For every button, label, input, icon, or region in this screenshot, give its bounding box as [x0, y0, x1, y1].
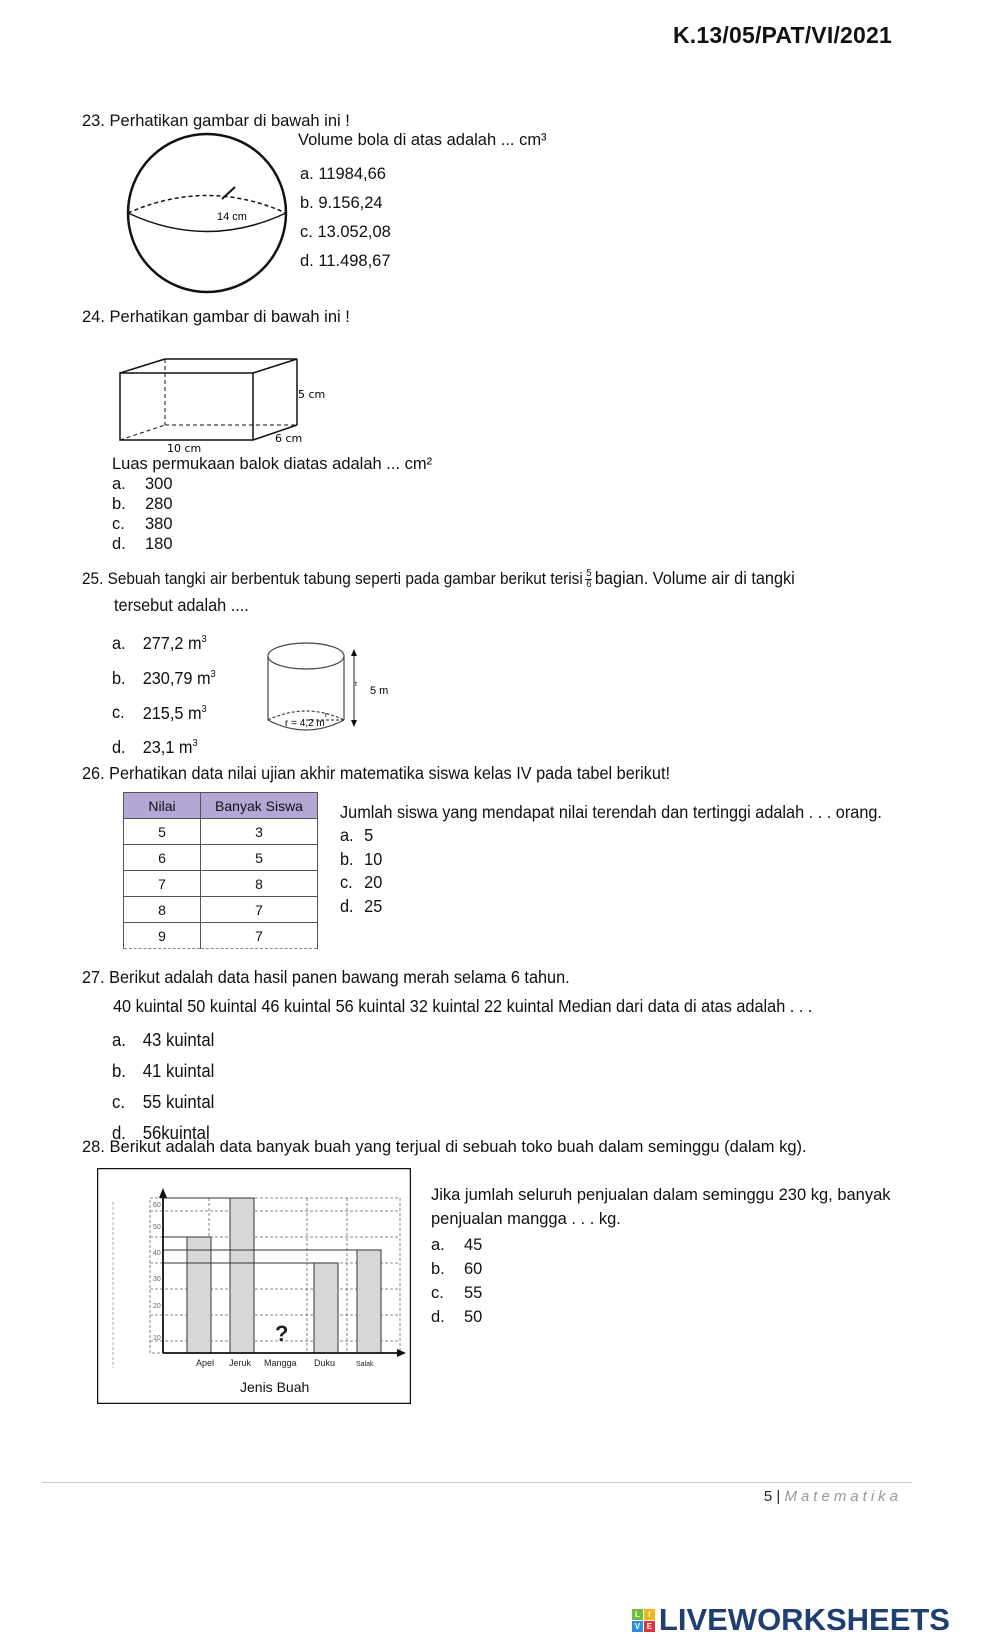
cylinder-height-label: 5 m — [370, 685, 389, 697]
q27-option-c[interactable]: c. 55 kuintal — [112, 1092, 215, 1112]
q28-option-c[interactable]: c. 55 — [431, 1284, 483, 1302]
table-row: 8 7 — [124, 897, 318, 923]
cuboid-length-label: 10 cm — [167, 442, 202, 455]
q25-option-b[interactable]: b. 230,79 $m^3$ — [112, 667, 216, 688]
q23-prompt: 23. Perhatikan gambar di bawah ini ! — [82, 112, 350, 130]
x-label-mangga: Mangga — [264, 1358, 297, 1368]
q23-options — [300, 160, 391, 276]
q27-option-b[interactable]: b. 41 kuintal — [112, 1061, 215, 1081]
y-tick-30: 30 — [153, 1276, 161, 1283]
q28-prompt: 28. Berikut adalah data banyak buah yang terjual di sebuah toko buah dalam seminggu (dalam kg). — [82, 1138, 807, 1156]
bar-jeruk — [230, 1198, 254, 1353]
q28-question-line2: penjualan mangga . . . kg. — [431, 1210, 621, 1228]
q28-question-line1: Jika jumlah seluruh penjualan dalam seminggu 230 kg, banyak — [431, 1186, 891, 1204]
x-label-apel: Apel — [196, 1358, 215, 1368]
q27-data-line: 40 kuintal 50 kuintal 46 kuintal 56 kuintal 32 kuintal 22 kuintal Median dari data di atas adalah . . . — [113, 996, 813, 1016]
sphere-diagram — [125, 132, 290, 294]
nilai-table — [123, 792, 318, 949]
cuboid-depth-label: 6 cm — [275, 432, 303, 445]
q24-option-a[interactable]: a. 300 — [112, 475, 173, 493]
bar-apel — [187, 1237, 211, 1353]
q26-question: Jumlah siswa yang mendapat nilai terendah dan tertinggi adalah . . . orang. — [340, 802, 882, 822]
q25-prompt: 25. Sebuah tangki air berbentuk tabung seperti pada gambar berikut terisi $\frac{5}{6}$ bagian. Volume air di tangki — [82, 568, 795, 591]
q26-option-b[interactable]: b. 10 — [340, 848, 383, 869]
q27-option-a[interactable]: a. 43 kuintal — [112, 1030, 215, 1050]
x-label-duku: Duku — [314, 1358, 336, 1368]
unknown-mangga-marker: ? — [275, 1321, 289, 1346]
q25-prompt-line2: tersebut adalah .... — [114, 595, 249, 615]
table-header-row — [124, 793, 318, 819]
footer-subject: Matematika — [784, 1488, 902, 1505]
q26-option-d[interactable]: d. 25 — [340, 895, 383, 916]
q27-option-d[interactable]: d. 56kuintal — [112, 1123, 210, 1143]
q24-question: Luas permukaan balok diatas adalah ... cm² — [112, 455, 433, 473]
y-tick-10: 10 — [153, 1335, 161, 1342]
cylinder-diagram — [265, 640, 415, 735]
page-footer — [764, 1488, 902, 1505]
q28-option-a[interactable]: a. 45 — [431, 1236, 483, 1254]
q25-option-a[interactable]: a. 277,2 $m^3$ — [112, 632, 207, 653]
q24-option-c[interactable]: c. 380 — [112, 515, 173, 533]
q24-prompt: 24. Perhatikan gambar di bawah ini ! — [82, 308, 350, 326]
q25-options — [112, 624, 216, 763]
q23-option-c[interactable]: c. 13.052,08 — [300, 223, 391, 241]
q23-option-d[interactable]: d. 11.498,67 — [300, 252, 391, 270]
x-label-salak: Salak — [356, 1361, 374, 1368]
brand-name: LIVEWORKSHEETS — [658, 1602, 950, 1637]
footer-divider — [42, 1482, 912, 1483]
q28-option-d[interactable]: d. 50 — [431, 1308, 483, 1326]
q28-option-b[interactable]: b. 60 — [431, 1260, 483, 1278]
q28-options — [431, 1233, 482, 1329]
y-tick-50: 50 — [153, 1224, 161, 1231]
q25-option-d[interactable]: d. 23,1 $m^3$ — [112, 737, 198, 758]
liveworksheets-logo — [632, 1602, 950, 1638]
cylinder-t-label: t — [355, 681, 357, 688]
cuboid-diagram — [115, 355, 345, 455]
document-code: K.13/05/PAT/VI/2021 — [672, 22, 892, 48]
fruit-bar-chart — [97, 1168, 411, 1404]
table-row: 9 7 — [124, 923, 318, 949]
table-row: 6 5 — [124, 845, 318, 871]
q24-option-d[interactable]: d. 180 — [112, 535, 173, 553]
q23-option-a[interactable]: a. 11984,66 — [300, 165, 386, 183]
q26-option-c[interactable]: c. 20 — [340, 872, 383, 892]
live-blocks-icon: L I V E — [632, 1609, 655, 1632]
footer-separator: | — [776, 1488, 781, 1505]
bar-salak — [357, 1250, 381, 1353]
q27-prompt: 27. Berikut adalah data hasil panen bawang merah selama 6 tahun. — [82, 967, 570, 987]
q23-option-b[interactable]: b. 9.156,24 — [300, 194, 383, 212]
y-tick-20: 20 — [153, 1303, 161, 1310]
header-banyak-siswa: Banyak Siswa — [201, 793, 318, 819]
cylinder-r-label: r — [325, 712, 328, 719]
q27-options — [112, 1025, 214, 1149]
sphere-radius-label: 14 cm — [217, 211, 247, 223]
q25-option-c[interactable]: c. 215,5 $m^3$ — [112, 702, 207, 723]
bar-duku — [314, 1263, 338, 1353]
table-row: 7 8 — [124, 871, 318, 897]
page-number: 5 — [763, 1488, 773, 1505]
q26-prompt: 26. Perhatikan data nilai ujian akhir matematika siswa kelas IV pada tabel berikut! — [82, 763, 671, 783]
x-axis-title: Jenis Buah — [240, 1379, 310, 1395]
y-tick-60: 60 — [153, 1202, 161, 1209]
cuboid-height-label: 5 cm — [298, 388, 326, 401]
table-row: 5 3 — [124, 819, 318, 845]
header-nilai: Nilai — [124, 793, 201, 819]
fraction-five-sixths: $\frac{5}{6}$ — [586, 568, 592, 591]
q24-options — [112, 474, 173, 554]
q26-option-a[interactable]: a. 5 — [340, 825, 374, 845]
y-tick-40: 40 — [153, 1250, 161, 1257]
q24-option-b[interactable]: b. 280 — [112, 495, 173, 513]
x-label-jeruk: Jeruk — [229, 1358, 252, 1368]
q23-question: Volume bola di atas adalah ... cm³ — [298, 131, 547, 149]
q26-options — [340, 824, 382, 918]
cylinder-radius-label: r = 4,2 m — [285, 718, 325, 729]
